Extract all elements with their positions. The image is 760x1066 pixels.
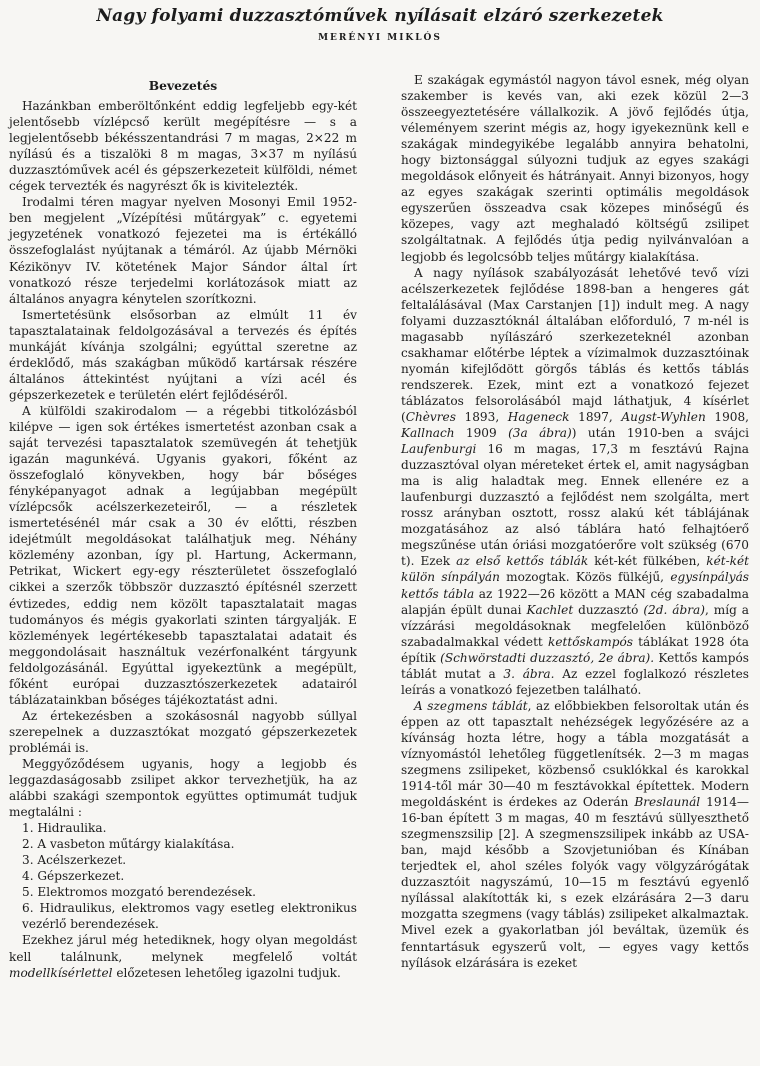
paragraph: A külföldi szakirodalom — a régebbi titkolózásból kilépve — igen sok értékes ismertetést azonban csak a saját tervezési tapasztalatok szemüvegén át tehetjük igazán magunkévá. Ugyanis gyakori, főként az összefoglaló könyvekben, hogy bár bőséges fényképanyagot adnak a legújabban megépült vízlépcsők acélszerkezeteiről, — a részletek ismertetésénél már csak a 30 év előtti, részben idejétmúlt megoldásokat találhatjuk meg. Néhány közlemény azonban, így pl. Hartung, Ackermann, Petrikat, Wickert egy-egy részterületet összefoglaló cikkei a szerzők többször duzzasztó építésnél szerzett évtizedes, eddig nem közölt tapasztalatait magas tudományos és mégis gyakorlati szinten tárgyalják. E közlemények legértékesebb tapasztalatai adatait és meggondolásait használtuk vezérfonalként tárgyunk feldolgozásánál. Egyúttal igyekeztünk a megépült, főként európai duzzasztószerkezetek adatairól táblázatainkban bőséges tájékoztatást adni. xyxy=(9,403,357,707)
list-item: 2. A vasbeton műtárgy kialakítása. xyxy=(22,837,235,852)
list-item: 3. Acélszerkezet. xyxy=(22,853,127,868)
paragraph: Az értekezésben a szokásosnál nagyobb súllyal szerepelnek a duzzasztókat mozgató gépszerkezetek problémái is. xyxy=(9,708,357,755)
paragraph: Ismertetésünk elsősorban az elmúlt 11 év tapasztalatainak feldolgozásával a tervezés és építés munkáját kívánja szolgálni; egyúttal szeretne az érdeklődő, más szakágban működő kartársak részére általános áttekintést nyújtani a vízi acél és gépszerkezetek e területén elért fejlődéséről. xyxy=(9,307,357,402)
paragraph: E szakágak egymástól nagyon távol esnek, még olyan szakember is kevés van, aki ezek közül 2—3 összeegyeztetésére vállalkozik. A jövő fejlődés útja, véleményem szerint mégis az, hogy igyekeznünk kell e szakágak mindegyikébe legalább annyira behatolni, hogy biztonsággal súlyozni tudjuk az egyes szakági megoldások előnyeit és hátrányait. Annyi bizonyos, hogy az egyes szakágak szerinti optimális megoldások egyszerűen összeadva csak közepes minőségű és közepes, vagy azt meghaladó költségű zsilipet szolgáltatnak. A fejlődés útja pedig nyilvánvalóan a legjobb és legolcsóbb teljes műtárgy kialakítása. xyxy=(401,73,749,264)
list-item: 5. Elektromos mozgató berendezések. xyxy=(22,885,256,900)
list-item: 6. Hidraulikus, elektromos vagy esetleg elektronikus vezérlő berendezések. xyxy=(22,901,357,932)
article-title: Nagy folyami duzzasztóművek nyílásait elzáró szerkezetek xyxy=(96,6,664,26)
paragraph: A nagy nyílások szabályozását lehetővé tevő vízi acélszerkezetek fejlődése 1898-ban a hengeres gát feltalálásával (Max Carstanjen [1]) indult meg. A nagy folyami duzzasztóknál általában előforduló, 7 m-nél is magasabb nyílászáró szerkezeteknél azonban csakhamar előtérbe léptek a vízimalmok duzzasztóinak nyomán kifejlődött görgős táblás és kettős táblás rendszerek. Ezek, mint ezt a vonatkozó fejezet táblázatos felsorolásából majd láthatjuk, 4 kísérlet (Chèvres 1893, Hageneck 1897, Augst-Wyhlen 1908, Kallnach 1909 (3a ábra)) után 1910-ben a svájci Laufenburgi 16 m magas, 17,3 m fesztávú Rajna duzzasztóval olyan méreteket értek el, amit nagyságban ma is alig haladtak meg. Ennek ellenére ez a laufenburgi duzzasztó a fejlődést nem szolgálta, mert rossz arányban osztott, rossz alakú két táblájának mozgatásához az alsó táblára ható felhajtóerő megszűnése után óriási mozgatóerőre volt szükség (670 t). Ezek az első kettős táblák két-két fülkében, két-két külön sínpályán mozogtak. Közös fülkéjű, egysínpályás kettős tábla az 1922—26 között a MAN cég szabadalma alapján épült dunai Kachlet duzzasztó (2d. ábra), míg a vízzárási megoldásoknak megfelelően különböző szabadalmakkal védett kettőskampós táblákat 1928 óta építik (Schwörstadti duzzasztó, 2e ábra). Kettős kampós táblát mutat a 3. ábra. Az ezzel foglalkozó részletes leírás a vonatkozó fejezetben található. xyxy=(401,265,750,697)
left-column xyxy=(9,58,357,981)
author-name: MERÉNYI MIKLÓS xyxy=(318,33,442,43)
section-heading: Bevezetés xyxy=(148,78,218,93)
right-column xyxy=(401,72,749,971)
list-item: 4. Gépszerkezet. xyxy=(22,869,125,884)
paragraph: Ezekhez járul még hetediknek, hogy olyan megoldást kell találnunk, melynek megfelelő voltát modellkísérlettel előzetesen lehetőleg igazolni tudjuk. xyxy=(9,933,357,980)
paragraph: Hazánkban emberöltőnként eddig legfeljebb egy-két jelentősebb vízlépcső került megépítésre — s a legjelentősebb békésszentandrási 7 m magas, 2×22 m nyílású és a tiszalöki 8 m magas, 3×37 m nyílású duzzasztóművek acél és gépszerkezeteit külföldi, német cégek tervezték és nagyrészt ők is kivitelezték. xyxy=(9,99,357,194)
criteria-list xyxy=(9,820,357,932)
paragraph: Meggyőződésem ugyanis, hogy a legjobb és leggazdaságosabb zsilipet akkor tervezhetjük, ha az alábbi szakági szempontok együttes optimumát tudjuk megtalálni : xyxy=(9,756,357,820)
paragraph: Irodalmi téren magyar nyelven Mosonyi Emil 1952-ben megjelent „Vízépítési műtárgyak” c. egyetemi jegyzetének vonatkozó fejezetei ma is értékálló összefoglalást nyújtanak a témáról. Az újabb Mérnöki Kézikönyv IV. kötetének Major Sándor által írt vonatkozó része terjedelmi korlátozások miatt az általános anyagra kénytelen szorítkozni. xyxy=(9,195,357,306)
paragraph: A szegmens táblát, az előbbiekben felsoroltak után és éppen az ott tapasztalt nehézségek legyőzésére az a kívánság hozta létre, hogy a tábla mozgatását a víznyomástól lehetőleg függetlenítsék. 2—3 m magas szegmens zsilipeket, közbenső csuklókkal és karokkal 1914-től már 30—40 m fesztávokkal építettek. Modern megoldásként is érdekes az Oderán Breslaunál 1914—16-ban épített 3 m magas, 40 m fesztávú süllyeszthető szegmenszsilip [2]. A szegmenszsilipek inkább az USA-ban, majd később a Szovjetunióban és Kínában terjedtek el, ahol széles folyók vagy völgyzárógátak duzzasztóit nagyszámú, 10—15 m fesztávú egyenlő nyílással alakították ki, s ezek elzárására 2—3 daru mozgatta szegmens (vagy táblás) zsilipeket alkalmaztak. Mivel ezek a gyakorlatban jól beváltak, üzemük és fenntartásuk egyszerű volt, — egyes vagy kettős nyílások elzárására is ezeket xyxy=(401,698,750,970)
list-item: 1. Hidraulika. xyxy=(22,821,107,836)
